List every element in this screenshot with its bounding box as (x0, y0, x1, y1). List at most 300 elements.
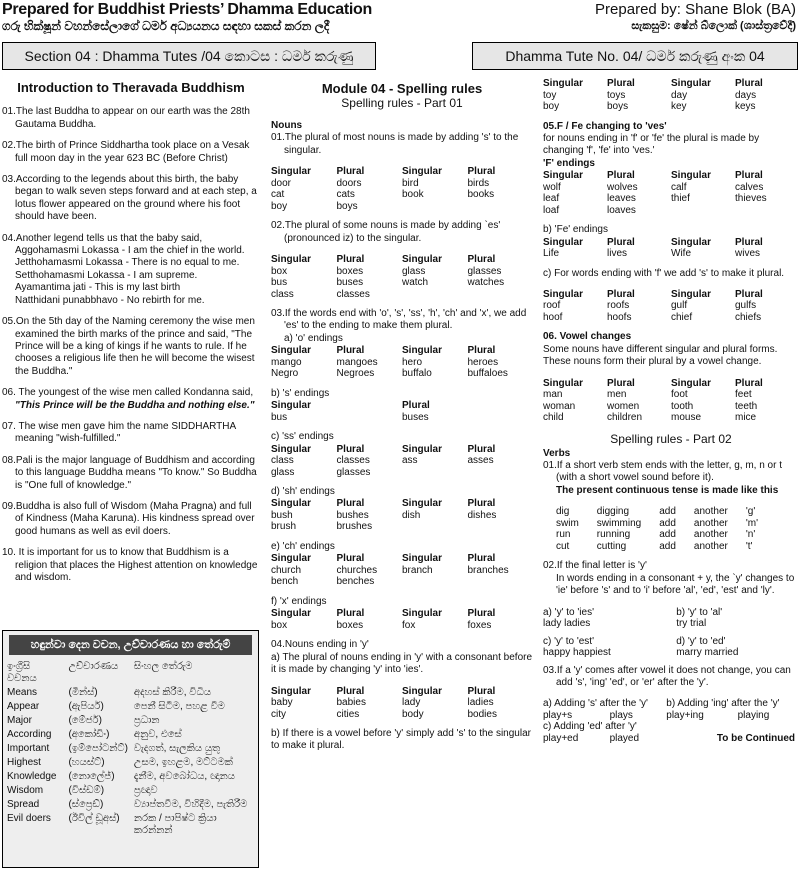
table-t1 (271, 166, 533, 212)
verb-rule-01: 01.If a short verb stem ends with the letter, g, m, n or t (with a short vowel sound before it). (543, 460, 782, 484)
table-cell: woman (543, 400, 576, 412)
table-cell: dishes (467, 509, 497, 521)
table-row (271, 189, 533, 201)
table-cell: hoofs (607, 311, 632, 323)
rule-y-ed: d) 'y' to 'ed' (676, 635, 726, 647)
column-header: Singular (271, 254, 312, 266)
rule-05c: c) For words ending with 'f' we add 's' to make it plural. (543, 267, 785, 279)
section-bar: Section 04 : Dhamma Tutes /04 කොටස : ධර්ම කරුණු (2, 42, 376, 70)
column-header: Plural (336, 553, 365, 565)
table-cell (402, 201, 468, 213)
ex-play-ing: play+ing (666, 709, 704, 721)
table-cell: bodies (467, 708, 497, 720)
table-cell: lives (607, 248, 628, 260)
rule-y-al: b) 'y' to 'al' (676, 606, 723, 618)
column-header: Singular (402, 345, 443, 357)
verb-cell: run (556, 529, 571, 541)
para-06: 06. The youngest of the wise men called Kondanna said, (2, 387, 254, 399)
vocab-cell: අදහස් කිරීම, විධිය (133, 687, 212, 698)
para-09: 09.Buddha is also full of Wisdom (Maha Pragna) and full of Kindness (Maha Karuna). His kindness spread over good humans as well as evil doers. (2, 500, 255, 537)
vocab-row (3, 813, 258, 839)
column-header: Plural (607, 288, 635, 300)
module-title: Module 04 - Spelling rules (321, 81, 483, 96)
rule-04: 04.Nouns ending in 'y' (271, 639, 369, 651)
column-header: Singular (402, 254, 443, 266)
table-cell (468, 201, 534, 213)
table-cell: ass (402, 455, 418, 467)
para-02: 02.The birth of Prince Siddhartha took place on a Vesak full moon day in the year 623 BC (Before Christ) (2, 140, 250, 164)
table-cell: glasses (336, 466, 371, 478)
verb-cell: cutting (596, 540, 627, 552)
table-row (271, 565, 533, 577)
column-header: Plural (735, 78, 763, 89)
table-cell: mice (735, 412, 757, 424)
column-spelling-part2 (543, 78, 799, 744)
table-cell: teeth (735, 400, 758, 412)
table-cell: ladies (467, 697, 494, 708)
table-cell: hero (402, 356, 423, 368)
rule-03d: d) 'sh' endings (271, 486, 335, 498)
vocab-row (3, 785, 258, 799)
table-cell: Negroes (336, 368, 375, 380)
table-row (271, 620, 533, 632)
rule-03a: a) 'o' endings (284, 332, 343, 344)
verb-table (556, 506, 776, 552)
column-header: Singular (402, 166, 443, 178)
table-row (271, 289, 533, 301)
table-cell: wolves (607, 181, 638, 193)
table-cell: books (467, 189, 495, 201)
table-cell: door (271, 177, 292, 189)
table-row (271, 357, 533, 369)
column-header: Singular (543, 377, 584, 389)
verb-rule-03: 03.If a 'y' comes after vowel it does not change, you can add 's', 'ing' 'ed', or 'er' after the 'y'. (543, 664, 791, 688)
verse-2: Jetthohamasmi Lokassa - There is no equal to me. (15, 257, 240, 269)
table-cell: mango (271, 356, 302, 368)
table-cell: hoof (543, 311, 563, 323)
table-cell: watch (402, 277, 429, 289)
verse-1: Aggohamasmi Lokassa - I am the chief in the world. (15, 245, 245, 257)
table-t0 (543, 78, 799, 113)
column-header: Plural (467, 553, 496, 565)
table-cell: chief (671, 311, 693, 323)
column-header: Plural (467, 443, 496, 455)
rule-y-ies: a) 'y' to 'ies' (543, 606, 594, 618)
table-row (271, 277, 533, 289)
verb-cell: another (693, 540, 728, 552)
table-row (271, 576, 533, 588)
table-cell: keys (735, 101, 756, 112)
table-cell: cat (271, 189, 285, 201)
table-t3 (271, 345, 533, 380)
table-cell: glass (402, 265, 426, 277)
vocab-cell: වැදගත්, සැලකිය යුතු (133, 743, 221, 754)
column-header: Singular (402, 553, 443, 565)
table-cell: boxes (336, 619, 364, 631)
vocab-header: ඉංග්‍රීසි වචනය (7, 661, 37, 684)
para-10: 10. It is important for us to know that Buddhism is a religion that places the Highest attention on knowledge and wisdom. (2, 547, 258, 583)
column-header: Plural (607, 78, 635, 89)
table-cell: toys (607, 89, 626, 101)
table-row (543, 300, 799, 312)
to-be-continued: To be Continued (716, 732, 795, 744)
table-cell: bush (271, 509, 293, 521)
verb-cell: add (659, 529, 676, 541)
table-cell: birds (467, 177, 490, 189)
adding-ing: b) Adding 'ing' after the 'y' (666, 698, 780, 710)
table-t10 (543, 170, 799, 216)
table-t5 (271, 444, 533, 479)
table-cell: bushes (336, 509, 369, 521)
vocab-cell: ව්‍යාප්තවීම, විහිදීම, පැතිරීම (133, 799, 248, 810)
column-header: Plural (467, 345, 496, 357)
column-header: Singular (402, 443, 443, 455)
table-cell (402, 521, 468, 533)
column-header: Plural (336, 498, 365, 510)
vocab-cell: (ඊවිල් ඩූඅස්) (68, 813, 120, 824)
vocab-cell: Wisdom (7, 785, 44, 796)
table-cell (402, 467, 468, 479)
table-cell (671, 205, 735, 217)
column-header: Plural (735, 236, 763, 248)
ex-plays: plays (609, 709, 633, 721)
vocab-row (3, 701, 258, 715)
column-header: Plural (402, 400, 430, 412)
table-cell: buffalo (402, 368, 432, 380)
table-row (271, 266, 533, 278)
vocab-cell: ප්‍රඥාව (133, 785, 158, 796)
vocab-cell: Appear (7, 701, 40, 712)
table-cell: buses (336, 277, 364, 289)
table-row (543, 90, 799, 102)
verb-cell: digging (596, 506, 630, 518)
table-cell: key (671, 101, 687, 112)
verb-row (556, 506, 776, 518)
table-cell: class (271, 288, 294, 300)
vocab-row (3, 771, 258, 785)
ex-play-ed: play+ed (543, 732, 579, 744)
table-cell: classes (336, 455, 370, 467)
verb-cell: 'n' (745, 529, 756, 541)
rule-03e: e) 'ch' endings (271, 540, 335, 552)
column-header: Singular (271, 166, 312, 178)
header-left (2, 0, 522, 34)
column-header: Plural (607, 170, 635, 182)
vocabulary-box (2, 630, 259, 868)
table-cell: city (271, 708, 286, 720)
table-cell: benches (336, 576, 375, 588)
vocab-row (3, 687, 258, 701)
column-header: Plural (336, 608, 365, 620)
vocab-cell: (ඉම්පෝටන්ට්) (68, 743, 128, 754)
table-t8 (271, 608, 533, 631)
rule-06-text: Some nouns have different singular and plural forms. These nouns form their plural by a vowel change. (543, 343, 778, 368)
table-cell: day (671, 89, 688, 101)
vocab-cell: Evil doers (7, 813, 51, 824)
vocab-cell: Major (7, 715, 33, 726)
table-row (271, 201, 533, 213)
para-05: 05.On the 5th day of the Naming ceremony the wise men examined the birth marks of the prince and said, "The Prince will be a king of kings if he wants to rule. If he chooses a religious life then he will become the wisest the Buddha." (2, 316, 255, 377)
table-t6 (271, 498, 533, 533)
table-t13 (543, 378, 799, 424)
table-cell: classes (336, 288, 370, 300)
column-header: Singular (271, 608, 312, 620)
column-header: Singular (402, 608, 443, 620)
table-cell: children (607, 412, 643, 424)
vocab-cell: Means (7, 687, 38, 698)
vocab-cell: අනුව, එසේ (133, 729, 182, 740)
example-ladies: lady ladies (543, 618, 591, 629)
table-cell: buffaloes (467, 368, 508, 380)
table-cell: glass (271, 466, 295, 478)
table-row (543, 389, 799, 401)
vocab-cell: (ස්ප්‍රෙඩ්) (68, 799, 104, 810)
table-cell: book (402, 189, 424, 201)
header-right (526, 0, 796, 34)
table-cell: Wife (671, 248, 691, 260)
ex-playing: playing (737, 709, 770, 721)
intro-heading: Introduction to Theravada Buddhism (17, 80, 245, 95)
vocabulary-title: හඳුන්වා දෙන වචන, උච්චාරණය හා තේරුම් (9, 635, 252, 655)
y-rule-table (543, 607, 799, 659)
vocab-header: සිංහල තේරුම (133, 661, 193, 672)
column-header: Plural (607, 236, 635, 248)
vocab-cell: නරක / පාපිෂ්ට ක්‍රියා කරන්නන් (133, 813, 217, 836)
table-row (271, 455, 533, 467)
column-header: Plural (735, 377, 763, 389)
rule-06: 06. Vowel changes (543, 331, 632, 343)
table-t11 (543, 237, 799, 260)
verb-rule-02-text: In words ending in a consonant + y, the `y' changes to 'ie' before 's' and to 'i' before 'al', 'ed', 'est' and 'ly'. (556, 572, 795, 597)
table-cell: women (607, 400, 640, 412)
column-header: Plural (467, 166, 496, 178)
header-title-si: ගරු භික්ෂූන් වහන්සේලාගේ ධර්ම අධ්‍යයනය සඳහා සකස් කරන ලදී (2, 19, 330, 33)
verb-cell: add (659, 506, 676, 518)
table-cell: boxes (336, 265, 364, 277)
column-header: Plural (336, 166, 365, 178)
para-07: 07. The wise men gave him the name SIDDHARTHA meaning "wish-fulfilled." (2, 420, 236, 445)
column-header: Plural (336, 685, 365, 697)
column-header: Singular (402, 498, 443, 510)
rule-04a: a) The plural of nouns ending in 'y' with a consonant before it is made by changing 'y' into 'ies'. (271, 651, 533, 676)
verb-cell: another (693, 529, 728, 541)
table-cell: lady (402, 697, 421, 708)
table-cell: glasses (467, 265, 502, 277)
table-cell: Life (543, 248, 560, 260)
verse-5: Natthidani punabbhavo - No rebirth for me. (15, 294, 205, 306)
table-cell: loaves (607, 204, 636, 216)
rule-05: 05.F / Fe changing to 'ves' (543, 120, 667, 132)
verbs-heading: Verbs (543, 447, 571, 459)
column-header: Singular (271, 685, 312, 697)
vocab-cell: Knowledge (7, 771, 57, 782)
table-cell: calves (735, 181, 764, 193)
vocab-cell: ප්‍රධාන (133, 715, 160, 726)
table-cell: mangoes (336, 356, 378, 368)
para-04-intro: 04.Another legend tells us that the baby said, (2, 232, 203, 244)
example-happiest: happy happiest (543, 647, 611, 658)
table-row (543, 412, 799, 424)
table-row (543, 205, 799, 217)
table-cell: tooth (671, 400, 694, 412)
table-cell: box (271, 619, 288, 631)
verse-4: Ayamantima jati - This is my last birth (15, 282, 181, 294)
rule-04b: b) If there is a vowel before 'y' simply add 's' to the singular to make it plural. (271, 728, 531, 752)
verb-row (556, 541, 776, 553)
verb-cell: another (693, 506, 728, 518)
vocab-cell: According (7, 729, 52, 740)
vocab-row (3, 715, 258, 729)
column-header: Plural (336, 443, 365, 455)
vocab-cell: (මේජර්) (68, 715, 102, 726)
table-cell: bench (271, 576, 299, 588)
column-header: Singular (543, 170, 584, 182)
column-header: Singular (543, 288, 584, 300)
table-cell: church (271, 564, 302, 576)
table-row (271, 521, 533, 533)
table-cell (468, 467, 534, 479)
rule-03b: b) 's' endings (271, 387, 330, 399)
table-row (271, 412, 533, 424)
vocab-cell: (ඇපියර්) (68, 701, 104, 712)
table-cell: child (543, 412, 564, 424)
rule-05b: b) 'Fe' endings (543, 224, 608, 236)
table-cell: boys (336, 200, 358, 212)
ex-play-s: play+s (543, 709, 573, 721)
vocab-row (3, 729, 258, 743)
verb-cell: add (659, 540, 676, 552)
table-cell: gulfs (735, 300, 757, 312)
table-cell: calf (671, 181, 687, 193)
para-04-verses (2, 245, 260, 307)
example-trial: try trial (676, 618, 707, 629)
rule-01: 01.The plural of most nouns is made by adding 's' to the singular. (271, 132, 519, 156)
table-cell: chiefs (735, 311, 762, 323)
part2-subtitle: Spelling rules - Part 02 (610, 431, 732, 446)
table-row (543, 193, 799, 205)
table-cell: wives (735, 248, 761, 260)
table-cell: mouse (671, 412, 702, 424)
rule-05a: 'F' endings (543, 157, 595, 169)
table-row (543, 248, 799, 260)
table-cell (402, 576, 468, 588)
vocab-cell: පෙනී සිටීම, පහළ වීම (133, 701, 225, 712)
table-cell: cities (336, 708, 360, 720)
table-row (271, 697, 533, 709)
column-header: Singular (271, 498, 312, 510)
verb-row (556, 529, 776, 541)
table-cell: churches (336, 564, 378, 576)
table-cell: brushes (336, 521, 373, 533)
vocab-cell: (මීන්ස්) (68, 687, 98, 698)
table-cell: leaves (607, 193, 636, 205)
column-header: Singular (271, 345, 312, 357)
table-cell (468, 521, 534, 533)
table-t2 (271, 254, 533, 300)
para-03: 03.According to the legends about this birth, the baby began to walk seven steps forward and at each step, a lotus flower appeared on the ground where his foot should have been. (2, 174, 257, 223)
verb-cell: cut (556, 540, 570, 552)
part1-subtitle: Spelling rules - Part 01 (341, 96, 463, 110)
column-header: Singular (671, 288, 712, 300)
column-header: Plural (467, 498, 496, 510)
verb-cell: 'm' (745, 517, 758, 529)
adding-s: a) Adding 's' after the 'y' (543, 698, 648, 710)
verb-rule-02: 02.If the final letter is 'y' (543, 560, 647, 572)
verb-cell: swimming (596, 517, 642, 529)
column-header: Plural (467, 685, 496, 697)
table-cell: dish (402, 509, 421, 521)
vocab-cell: උසම, ඉහළම, මට්ටමක් (133, 757, 233, 768)
nouns-heading: Nouns (271, 120, 303, 131)
table-cell (735, 205, 799, 217)
table-cell: asses (467, 455, 494, 467)
table-cell: feet (735, 389, 752, 401)
rule-02: 02.The plural of some nouns is made by adding `es' (pronounced iz) to the singular. (271, 220, 501, 244)
vocab-cell: (විස්ඩම්) (68, 785, 105, 796)
column-header: Plural (735, 288, 763, 300)
table-cell: box (271, 265, 288, 277)
verb-row (556, 518, 776, 530)
vocab-cell: (හයස්ට්) (68, 757, 105, 768)
column-header: Plural (467, 254, 496, 266)
table-cell (468, 289, 534, 301)
table-cell: body (402, 708, 424, 720)
adding-ed: c) Adding 'ed' after 'y' (543, 721, 637, 733)
table-t7 (271, 553, 533, 588)
vocab-row (3, 799, 258, 813)
rule-03: 03.If the words end with 'o', 's', 'ss', 'h', 'ch' and 'x', we add 'es' to the ending to make them plural. (271, 308, 527, 332)
verb-rule-01b: The present continuous tense is made like this (556, 484, 779, 496)
tute-bar: Dhamma Tute No. 04/ ධර්ම කරුණු අංක 04 (472, 42, 798, 70)
table-cell: Negro (271, 368, 299, 380)
column-header: Singular (402, 685, 443, 697)
column-header: Singular (271, 400, 312, 412)
table-cell: fox (402, 619, 416, 631)
table-cell: heroes (467, 356, 499, 368)
vocabulary-table (3, 661, 258, 839)
vocab-row (3, 743, 258, 757)
column-header: Singular (271, 553, 312, 565)
table-cell: toy (543, 89, 557, 101)
verb-cell: add (659, 517, 676, 529)
table-cell: watches (467, 277, 505, 289)
rule-y-est: c) 'y' to 'est' (543, 635, 594, 647)
column-header: Singular (543, 236, 584, 248)
table-cell: leaf (543, 193, 560, 205)
table-cell: bus (271, 411, 288, 423)
table-cell: doors (336, 177, 362, 189)
vocab-cell: Important (7, 743, 50, 754)
table-cell (402, 289, 468, 301)
column-spelling-part1 (271, 78, 533, 762)
column-intro (2, 78, 260, 593)
vocab-cell: Highest (7, 757, 41, 768)
rule-05-text: for nouns ending in 'f' or 'fe' the plural is made by changing 'f', 'fe' into 'ves.' (543, 132, 760, 157)
table-cell: loaf (543, 204, 560, 216)
vocab-cell: (අකෝඩිං) (68, 729, 110, 740)
example-married: marry married (676, 647, 739, 658)
verb-cell: 't' (745, 540, 753, 552)
prepared-by: Prepared by: Shane Blok (BA) (595, 1, 796, 18)
column-header: Singular (671, 236, 712, 248)
table-cell (468, 576, 534, 588)
column-header: Singular (543, 78, 584, 89)
table-row (271, 510, 533, 522)
table-t4 (271, 400, 533, 423)
table-cell: boy (543, 101, 560, 112)
para-06-quote: "This Prince will be the Buddha and nothing else." (15, 399, 255, 411)
verb-cell: running (596, 529, 631, 541)
